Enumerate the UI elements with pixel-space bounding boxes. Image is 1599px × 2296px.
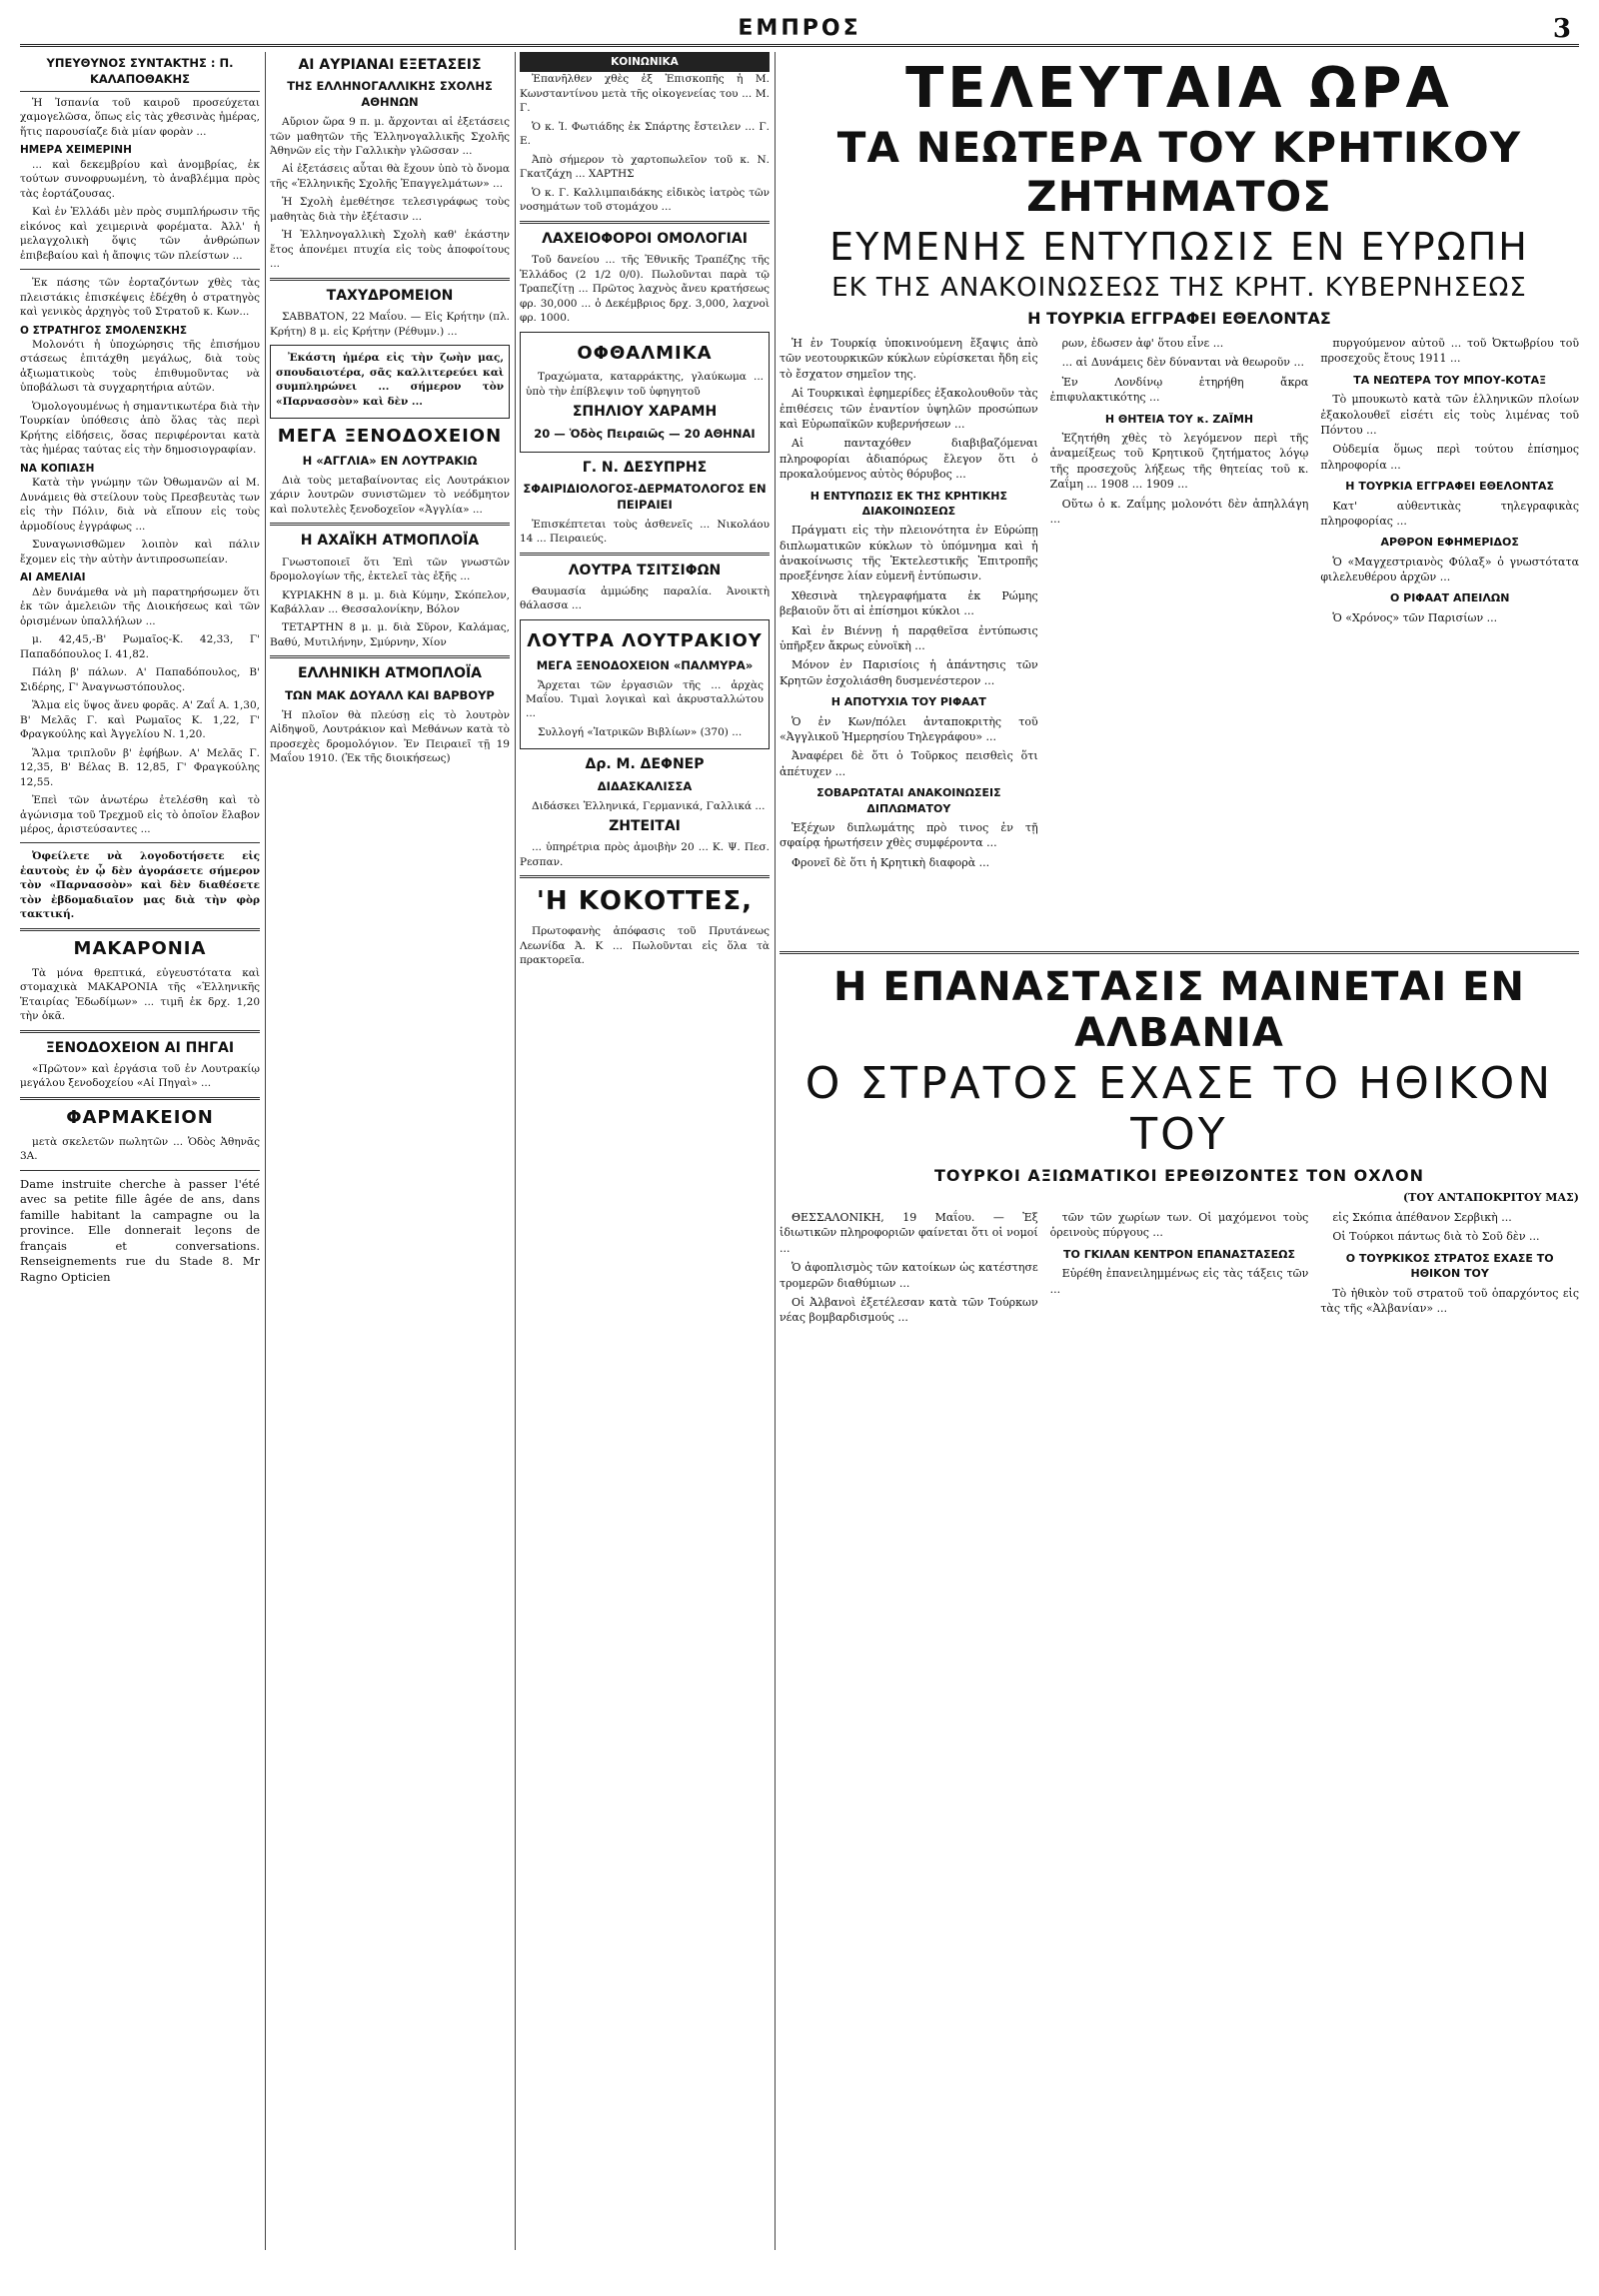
main-banner: ΤΕΛΕΥΤΑΙΑ ΩΡΑ <box>905 56 1453 121</box>
ad-title: Δρ. Μ. ΔΕΦΝΕΡ <box>585 756 705 773</box>
albania-subheadline: Ο ΣΤΡΑΤΟΣ ΕΧΑΣΕ ΤΟ ΗΘΙΚΟΝ ΤΟΥ <box>804 1058 1554 1160</box>
paragraph: Ἐκ πάσης τῶν ἐορταζόντων χθὲς τὰς πλειστάκις ἐπισκέψεις ἐδέχθη ὁ στρατηγὸς καὶ γενικὸς ἀρχηγὸς τοῦ Στρατοῦ κ. Κων... <box>20 277 260 319</box>
paragraph: Μολονότι ἡ ὑποχώρησις τῆς ἐπισήμου στάσεως ἐπιτάχθη μεγάλως, διὰ τοὺς ἀξιωματικοὺς τοὺς ἐπιθυμοῦντας νὰ ὑποβάλωσι τὰ συγχαρητήρια αὐτῶν. <box>20 338 260 395</box>
ad-subtitle: ΣΠΗΛΙΟΥ ΧΑΡΑΜΗ <box>572 404 718 421</box>
article-subheading: Η ΑΠΟΤΥΧΙΑ ΤΟΥ ΡΙΦΑΑΤ <box>830 695 986 709</box>
paragraph: ... ὑπηρέτρια πρὸς ἀμοιβὴν 20 ... Κ. Ψ. Πεσ. Ρεσπαν. <box>520 841 770 868</box>
french-classified: Dame instruite cherche à passer l'été avec sa petite fille âgée de ans, dans famille habitant la campagne ou la province. Elle donnerait leçons de français et conversations. Renseignements rue du Stade 8. Mr Ragno Opticien <box>20 1176 260 1284</box>
article-columns <box>780 336 1579 945</box>
paragraph: Ἀναφέρει δὲ ὅτι ὁ Τοῦρκος πεισθεὶς ὅτι ἀπέτυχεν ... <box>780 749 1038 778</box>
paragraph: Τραχώματα, καταρράκτης, γλαύκωμα ... ὑπὸ τὴν ἐπίβλεψιν τοῦ ὑφηγητοῦ <box>526 371 764 398</box>
paragraph: Πρωτοφανὴς ἀπόφασις τοῦ Πρυτάνεως Λεωνίδα Ἀ. Κ ... Πωλοῦνται εἰς ὅλα τὰ πρακτορεῖα. <box>520 925 770 967</box>
newspaper-page <box>20 14 1579 2262</box>
albania-headline: Η ΕΠΑΝΑΣΤΑΣΙΣ ΜΑΙΝΕΤΑΙ ΕΝ ΑΛΒΑΝΙΑ <box>833 964 1525 1056</box>
paragraph: Ὀφείλετε νὰ λογοδοτήσετε εἰς ἑαυτοὺς ἐν ᾧ δὲν ἀγοράσετε σήμερον τὸν «Παρνασσὸν» καὶ δὲν διαθέσετε τὸν ἐβδομαδιαῖον μας διὰ τὴν φὸρ τακτική. <box>20 850 260 921</box>
paragraph: Ἐζητήθη χθὲς τὸ λεγόμενον περὶ τῆς ἀναμείξεως τοῦ Κρητικοῦ ζητήματος λόγῳ τῆς προσεχοῦς λήξεως τῆς θητείας τοῦ κ. Ζαΐμη ... 1908 ... 1909 ... <box>1049 431 1309 492</box>
paragraph: Ἡ πλοῖον θὰ πλεύσῃ εἰς τὸ λουτρὸν Αἰδηψοῦ, Λουτράκιον καὶ Μεθάνων κατὰ τὸ προσεχὲς δρομολόγιον. Ἐν Πειραιεῖ τῇ 19 Μαΐου 1910. (Ἐκ τῆς διοικήσεως) <box>270 708 510 765</box>
paragraph: ρων, ἐδωσεν ἀφ' ὅτου εἶνε ... <box>1061 337 1224 350</box>
paragraph: Ἡ ἐν Τουρκίᾳ ὑποκινούμενη ἔξαψις ἀπὸ τῶν νεοτουρκικῶν κύκλων εὑρίσκεται ἤδη εἰς τὸ ἔσχατον σημεῖον της. <box>780 337 1038 381</box>
paragraph: ... αἱ Δυνάμεις δὲν δύνανται νὰ θεωροῦν ... <box>1061 356 1304 370</box>
section-heading: ΚΟΙΝΩΝΙΚΑ <box>520 52 770 72</box>
ad-subtitle: ΜΕΓΑ ΞΕΝΟΔΟΧΕΙΟΝ «ΠΑΛΜΥΡΑ» <box>536 657 754 672</box>
ad-title: ΟΦΘΑΛΜΙΚΑ <box>577 342 713 364</box>
paragraph: Ἐπεὶ τῶν ἀνωτέρω ἐτελέσθη καὶ τὸ ἀγώνισμα τοῦ Τρεχμοῦ εἰς τὸ ὁποῖον ἔλαβον μέρος, ἀριστεύσαντες ... <box>20 794 260 835</box>
paragraph: Ἐπανῆλθεν χθὲς ἐξ Ἐπισκοπῆς ἡ Μ. Κωνσταντίνου μετὰ τῆς οἰκογενείας του ... Μ. Γ. <box>520 73 770 115</box>
paragraph: Ὁ κ. Ἰ. Φωτιάδης ἐκ Σπάρτης ἔστειλεν ... Γ. Ε. <box>520 120 770 148</box>
masthead <box>20 14 1579 47</box>
paragraph: Διὰ τοὺς μεταβαίνοντας εἰς Λουτράκιον χάριν λουτρῶν συνιστῶμεν τὸ νεόδμητον καὶ πολυτελὲς ξενοδοχεῖον «Ἀγγλία» ... <box>270 474 510 516</box>
article-columns <box>780 1210 1579 2009</box>
article-subheading: ΣΟΒΑΡΩΤΑΤΑΙ ΑΝΑΚΟΙΝΩΣΕΙΣ ΔΙΠΛΩΜΑΤΟΥ <box>816 786 1001 815</box>
paragraph: μ. 42,45,-Β' Ρωμαῖος-Κ. 42,33, Γ' Παπαδόπουλος Ι. 41,82. <box>20 633 260 660</box>
paragraph: Δὲν δυνάμεθα νὰ μὴ παρατηρήσωμεν ὅτι ἐκ τῶν ἀμελειῶν τῆς Διοικήσεως καὶ τῶν ὀρισμένων ὑπαλλήλων ... <box>20 585 260 627</box>
article-column <box>1050 1210 1309 2009</box>
article-column <box>1320 1210 1579 2009</box>
column-3 <box>520 52 770 2250</box>
paragraph: Ἐν Λονδίνῳ ἐτηρήθη ἄκρα ἐπιφυλακτικότης ... <box>1049 375 1309 405</box>
divider <box>780 951 1579 954</box>
paragraph: Ὁ «Χρόνος» τῶν Παρισίων ... <box>1332 610 1498 624</box>
paragraph: τῶν τῶν χωρίων των. Οἱ μαχόμενοι τοὺς ὁρεινοὺς πύργους ... <box>1049 1211 1309 1240</box>
paragraph: ΘΕΣΣΑΛΟΝΙΚΗ, 19 Μαΐου. — Ἐξ ἰδιωτικῶν πληροφοριῶν φαίνεται ὅτι οἱ νομοί ... <box>780 1211 1038 1255</box>
ad-title: ΛΑΧΕΙΟΦΟΡΟΙ ΟΜΟΛΟΓΙΑΙ <box>542 230 748 247</box>
ad-text: μετὰ σκελετῶν πωλητῶν ... Ὁδὸς Ἀθηνᾶς 3Α. <box>20 1135 260 1163</box>
ad-title: ΜΑΚΑΡΟΝΙΑ <box>73 937 207 959</box>
paragraph: Ὁ ἐν Κων/πόλει ἀνταποκριτὴς τοῦ «Ἀγγλικοῦ Ἡμερησίου Τηλεγράφου» ... <box>780 714 1038 743</box>
paragraph: Συλλογή «Ἰατρικῶν Βιβλίων» (370) ... <box>538 725 743 738</box>
column-rule <box>265 52 266 2250</box>
paragraph: εἰς Σκόπια ἀπέθανον Σερβικὴ ... <box>1332 1211 1512 1224</box>
article-subheading: Η ΘΗΤΕΙΑ ΤΟΥ κ. ΖΑΪΜΗ <box>1104 412 1254 426</box>
paragraph: Ὁ κ. Γ. Καλλιμπαιδάκης εἰδικὸς ἰατρὸς τῶν νοσημάτων τοῦ στομάχου ... <box>520 186 770 214</box>
ad-title: Η ΑΧΑΪΚΗ ΑΤΜΟΠΛΟΪΑ <box>300 533 480 550</box>
paragraph: Οἱ Τούρκοι πάντως διὰ τὸ Σοῦ δὲν ... <box>1332 1230 1540 1244</box>
paragraph: ΚΥΡΙΑΚΗΝ 8 μ. μ. διὰ Κύμην, Σκόπελον, Καβάλλαν ... Θεσσαλονίκην, Βόλον <box>270 588 510 615</box>
paragraph: Κατ' αὐθεντικὰς τηλεγραφικὰς πληροφορίας ... <box>1320 499 1580 528</box>
paragraph: Κατὰ τὴν γνώμην τῶν Ὀθωμανῶν αἱ Μ. Δυνάμεις θὰ στείλουν τοὺς Πρεσβευτὰς των εἰς τὴν Πόλιν, διὰ νὰ εἴπουν εἰς τοὺς ἁρμοδίους ἐγγράφως ... <box>20 477 260 533</box>
divider <box>20 269 260 270</box>
paragraph: Εὐρέθη ἐπανειλημμένως εἰς τὰς τάξεις τῶν ... <box>1049 1267 1309 1296</box>
ad-title: ΕΛΛΗΝΙΚΗ ΑΤΜΟΠΛΟΪΑ <box>297 665 483 682</box>
promo-box <box>270 345 510 419</box>
column-rule <box>515 52 516 2250</box>
article-heading: ΑΙ ΑΥΡΙΑΝΑΙ ΕΞΕΤΑΣΕΙΣ <box>298 57 482 73</box>
paragraph: ... καὶ δεκεμβρίου καὶ ἀνομβρίας, ἐκ τούτων συνοφρυωμένη, τὸ ἀναβλέμμα πρὸς τὰς ἐορτάζουσας. <box>20 158 260 200</box>
ad-subtitle: ΔΙΔΑΣΚΑΛΙΣΣΑ <box>597 778 693 793</box>
ad-title: ΖΗΤΕΙΤΑΙ <box>609 818 681 835</box>
ad-subtitle: Η «ΑΓΓΛΙΑ» ΕΝ ΛΟΥΤΡΑΚΙΩ <box>302 453 478 468</box>
paragraph: Οἱ Ἀλβανοὶ ἐξετέλεσαν κατὰ τῶν Τούρκων νέας βομβαρδισμούς ... <box>780 1295 1038 1325</box>
article-column <box>1050 336 1309 945</box>
divider <box>20 1030 260 1033</box>
divider <box>520 553 770 556</box>
article-heading: ΤΑΧΥΔΡΟΜΕΙΟΝ <box>326 287 454 304</box>
ad-title: ΛΟΥΤΡΑ ΛΟΥΤΡΑΚΙΟΥ <box>527 629 763 651</box>
article-subheading: Η ΤΟΥΡΚΙΑ ΕΓΓΡΑΦΕΙ ΕΘΕΛΟΝΤΑΣ <box>1345 480 1555 494</box>
ad-address: 20 — Ὁδὸς Πειραιῶς — 20 ΑΘΗΝΑΙ <box>534 426 756 441</box>
paragraph: Ἡ Ἑλληνογαλλικὴ Σχολὴ καθ' ἑκάστην ἔτος ἀπονέμει πτυχία εἰς τοὺς ἀποφοίτους ... <box>270 229 510 271</box>
paragraph: Διδάσκει Ἑλληνικά, Γερμανικά, Γαλλικά ... <box>532 799 766 812</box>
ad-subtitle: ΤΩΝ ΜΑΚ ΔΟΥΑΛΛ ΚΑΙ ΒΑΡΒΟΥΡ <box>285 687 495 702</box>
paragraph: Αὔριον ὥρα 9 π. μ. ἄρχονται αἱ ἐξετάσεις τῶν μαθητῶν τῆς Ἑλληνογαλλικῆς Σχολῆς Ἀθηνῶν εἰς τὴν Γαλλικὴν γλῶσσαν ... <box>270 116 510 157</box>
newspaper-title: ΕΜΠΡΟΣ <box>738 16 861 41</box>
divider <box>270 655 510 658</box>
ad-title: ΛΟΥΤΡΑ ΤΣΙΤΣΙΦΩΝ <box>568 562 722 578</box>
albania-subheadline: ΤΟΥΡΚΟΙ ΑΞΙΩΜΑΤΙΚΟΙ ΕΡΕΘΙΖΟΝΤΕΣ ΤΟΝ ΟΧΛΟΝ <box>934 1166 1424 1185</box>
paragraph: Οὕτω ὁ κ. Ζαΐμης μολονότι δὲν ἀπηλλάγη ... <box>1049 497 1309 526</box>
paragraph: Τοῦ δανείου ... τῆς Ἐθνικῆς Τραπέζης τῆς Ἑλλάδος (2 1/2 0/0). Πωλοῦνται παρὰ τῷ Τραπεζίτῃ ... Πρῶτος λαχνὸς ἄνευ κρατήσεως φρ. 30,000 ... ὁ Δεκέμβριος δρχ. 3,000, λαχνοὶ φρ. 1000. <box>520 254 770 325</box>
paragraph: Πάλη β' πάλων. Α' Παπαδόπουλος, Β' Σιδέρης, Γ' Ἀναγνωστόπουλος. <box>20 666 260 693</box>
article-column <box>1320 336 1579 945</box>
paragraph: ΤΕΤΑΡΤΗΝ 8 μ. μ. διὰ Σῦρον, Καλάμας, Βαθύ, Μυτιλήνην, Σμύρνην, Χίον <box>270 621 510 648</box>
paragraph: Φρονεῖ δὲ ὅτι ἡ Κρητικὴ διαφορὰ ... <box>792 855 990 869</box>
column-2 <box>270 52 510 2250</box>
paragraph: Ἐκάστη ἡμέρα εἰς τὴν ζωὴν μας, σπουδαιοτέρα, σᾶς καλλιτερεύει καὶ συμπληρώνει ... σήμερον τὸν «Παρνασσὸν» καὶ δὲν ... <box>276 352 504 408</box>
paragraph: Χθεσινὰ τηλεγραφήματα ἐκ Ρώμης βεβαιοῦν ὅτι αἱ ἐπίσημοι κύκλοι ... <box>780 588 1038 618</box>
divider <box>20 1170 260 1171</box>
article-column <box>780 1210 1038 2009</box>
paragraph: Ἀπὸ σήμερον τὸ χαρτοπωλεῖον τοῦ κ. Ν. Γκατζάχη ... ΧΑΡΤΗΣ <box>520 153 770 181</box>
paragraph: Ἐπισκέπτεται τοὺς ἀσθενεῖς ... Νικολάου 14 ... Πειραιεύς. <box>520 518 770 546</box>
sub-headline: Η ΤΟΥΡΚΙΑ ΕΓΓΡΑΦΕΙ ΕΘΕΛΟΝΤΑΣ <box>1027 309 1331 328</box>
paragraph: Ἅλμα εἰς ὕψος ἄνευ φορᾶς. Α' Ζαΐ Α. 1,30, Β' Μελᾶς Γ. καὶ Ρωμαῖος Κ. 1,22, Γ' Φραγκούλης καὶ Ἀγγελίου Ν. 1,20. <box>20 699 260 741</box>
paragraph: Καὶ ἐν Βιέννῃ ἡ παρᾳθεῖσα ἐντύπωσις ὑπῆρξεν ἄκρως εὐνοϊκὴ ... <box>780 623 1038 653</box>
ad-title: Γ. Ν. ΔΕΣΥΠΡΗΣ <box>582 459 708 476</box>
paragraph: ΣΑΒΒΑΤΟΝ, 22 Μαΐου. — Εἰς Κρήτην (πλ. Κρήτη) 8 μ. εἰς Κρήτην (Ρέθυμν.) ... <box>270 311 510 338</box>
ad-text: «Πρῶτον» καὶ ἐργάσια τοῦ ἐν Λουτρακίῳ μεγάλου ξενοδοχείου «Αἱ Πηγαὶ» ... <box>20 1062 260 1090</box>
paragraph: Αἱ ἐξετάσεις αὗται θὰ ἔχουν ὑπὸ τὸ ὄνομα τῆς «Ἑλληνικῆς Σχολῆς Ἐπαγγελμάτων» ... <box>270 163 510 190</box>
paragraph: Ὁμολογουμένως ἡ σημαντικωτέρα διὰ τὴν Τουρκίαν ὑπόθεσις ἀπὸ ὅλας τὰς περὶ Κρήτης εἰδήσεις, ὅσας περιφέρονται κατὰ τὰς ἡμέρας ταύτας εἰς τὴν δημοσιογραφίαν. <box>20 400 260 457</box>
paragraph: Οὐδεμία ὅμως περὶ τούτου ἐπίσημος πληροφορία ... <box>1320 443 1580 472</box>
sub-headline: ΕΥΜΕΝΗΣ ΕΝΤΥΠΩΣΙΣ ΕΝ ΕΥΡΩΠΗ <box>829 225 1529 269</box>
divider <box>20 842 260 843</box>
paragraph: Ὁ «Μαγχεστριανὸς Φύλαξ» ὁ γνωστότατα φιλελευθέρου ἀρχῶν ... <box>1320 555 1580 584</box>
article-column <box>780 336 1038 945</box>
article-subheading: Η ΕΝΤΥΠΩΣΙΣ ΕΚ ΤΗΣ ΚΡΗΤΙΚΗΣ ΔΙΑΚΟΙΝΩΣΕΩΣ <box>809 489 1007 518</box>
column-rule <box>775 52 776 2250</box>
paragraph: Ἐξέχων διπλωμάτης πρὸ τινος ἐν τῇ σφαίρᾳ ἠρωτήσειν χθὲς συμφέροντα ... <box>780 820 1038 850</box>
paragraph: Αἱ Τουρκικαὶ ἐφημερίδες ἐξακολουθοῦν τὰς ἐπιθέσεις τῶν ἐναντίον ὑψηλῶν προσώπων καὶ Εὐρωπαϊκῶν κυβερνήσεων ... <box>780 387 1038 431</box>
paragraph: Ἄρχεται τῶν ἐργασιῶν τῆς ... ἀρχὰς Μαΐου. Τιμαὶ λογικαὶ καὶ ἀκρυσταλλώτου ... <box>526 678 764 720</box>
paragraph: Τὸ μπουκωτὸ κατὰ τῶν ἑλληνικῶν πλοίων ἐξακολουθεῖ εἰσέτι εἰς τοὺς λιμένας τοῦ Πόντου ... <box>1320 393 1580 437</box>
paragraph: Μόνον ἐν Παρισίοις ἡ ἀπάντησις τῶν Κρητῶν ἐσχολιάσθη δυσμενέστερον ... <box>780 658 1038 687</box>
paragraph: Καὶ ἐν Ἑλλάδι μὲν πρὸς συμπλήρωσιν τῆς εἰκόνος καὶ χειμερινὰ φορέματα. Ἀλλ' ἡ μελαγχολικὴ ὅψις τῶν ἀνθρώπων ἐπιβεβαίου καὶ ἡ ἄποψις τῶν πλείστων ... <box>20 206 260 262</box>
article-subheading: Ο ΡΙΦΑΑΤ ΑΠΕΙΛΩΝ <box>1389 591 1510 605</box>
byline: ΥΠΕΥΘΥΝΟΣ ΣΥΝΤΑΚΤΗΣ : Π. ΚΑΛΑΠΟΘΑΚΗΣ <box>20 56 260 92</box>
paragraph: Θαυμασία ἀμμώδης παραλία. Ἀνοικτὴ θάλασσα ... <box>520 584 770 612</box>
article-subheading: ΤΟ ΓΚΙΛΑΝ ΚΕΝΤΡΟΝ ΕΠΑΝΑΣΤΑΣΕΩΣ <box>1063 1247 1295 1261</box>
article-subheading: Ο ΤΟΥΡΚΙΚΟΣ ΣΤΡΑΤΟΣ ΕΧΑΣΕ ΤΟ ΗΘΙΚΟΝ ΤΟΥ <box>1345 1251 1554 1281</box>
section-tag: ΗΜΕΡΑ ΧΕΙΜΕΡΙΝΗ <box>20 144 132 157</box>
latest-news-section <box>780 52 1579 2250</box>
divider <box>270 278 510 281</box>
ad-box <box>520 332 770 453</box>
sub-headline: ΕΚ ΤΗΣ ΑΝΑΚΟΙΝΩΣΕΩΣ ΤΗΣ ΚΡΗΤ. ΚΥΒΕΡΝΗΣΕΩΣ <box>831 273 1527 303</box>
ad-subtitle: ΣΦΑΙΡΙΔΙΟΛΟΓΟΣ-ΔΕΡΜΑΤΟΛΟΓΟΣ ΕΝ ΠΕΙΡΑΙΕΙ <box>523 481 767 512</box>
section-tag: ΝΑ ΚΟΠΙΑΣΗ <box>20 462 95 475</box>
paragraph: Τὸ ἠθικὸν τοῦ στρατοῦ τοῦ ὁπαρχόντος εἰς τὰς τῆς «Ἀλβανίαν» ... <box>1320 1286 1580 1315</box>
paragraph: Πράγματι εἰς τὴν πλειονότητα ἐν Εὐρώπῃ διπλωματικῶν κύκλων τὸ ὑπόμνημα καὶ ἡ ἀνακοίνωσις τῆς Ἐκτελεστικῆς Ἐπιτροπῆς προεξένησε λίαν εὐμενῆ ἐντύπωσιν. <box>780 524 1038 583</box>
article-subheading: ΤΑ ΝΕΩΤΕΡΑ ΤΟΥ ΜΠΟΥ-ΚΟΤΑΞ <box>1353 373 1547 387</box>
paragraph: Γνωστοποιεῖ ὅτι Ἐπὶ τῶν γνωστῶν δρομολογίων τῆς, ἐκτελεῖ τὰς ἑξῆς ... <box>270 556 510 583</box>
ad-title: ΦΑΡΜΑΚΕΙΟΝ <box>66 1106 214 1128</box>
ad-title: ΞΕΝΟΔΟΧΕΙΟΝ ΑΙ ΠΗΓΑΙ <box>45 1039 235 1056</box>
paragraph: Αἱ πανταχόθεν διαβιβαζόμεναι πληροφορίαι ἀδιαπόρως ἔλεγον ὅτι ὁ προκαλούμενος αὐτὸς θόρυβος ... <box>780 437 1038 482</box>
section-tag: ΑΙ ΑΜΕΛΙΑΙ <box>20 572 86 584</box>
divider <box>20 1097 260 1100</box>
section-tag: Ο ΣΤΡΑΤΗΓΟΣ ΣΜΟΛΕΝΣΚΗΣ <box>20 324 188 337</box>
article-subheading: ΑΡΘΡΟΝ ΕΦΗΜΕΡΙΔΟΣ <box>1380 536 1519 550</box>
ad-title: ΜΕΓΑ ΞΕΝΟΔΟΧΕΙΟΝ <box>277 426 503 448</box>
paragraph: Ἅλμα τριπλοῦν β' ἐφήβων. Α' Μελᾶς Γ. 12,35, Β' Βέλας Β. 12,85, Γ' Φραγκούλης 12,55. <box>20 746 260 788</box>
paragraph: Ὁ ἀφοπλισμὸς τῶν κατοίκων ὡς κατέστησε τρομερῶν διαθύμιων ... <box>780 1261 1038 1290</box>
paragraph: Συναγωνισθῶμεν λοιπὸν καὶ πάλιν ἔχομεν εἰς τὴν αὐτὴν ἀντιπροσωπείαν. <box>20 539 260 566</box>
paragraph: Ἡ Σχολὴ ἐμεθέτησε τελεσιγράφως τοὺς μαθητὰς διὰ τὴν ἐξέτασιν ... <box>270 196 510 223</box>
divider <box>520 221 770 224</box>
page-number: 3 <box>1552 14 1571 44</box>
column-1 <box>20 52 260 2250</box>
correspondent-attribution: (ΤΟΥ ΑΝΤΑΠΟΚΡΙΤΟΥ ΜΑΣ) <box>1402 1191 1579 1204</box>
divider <box>20 928 260 931</box>
ad-box <box>520 619 770 750</box>
main-headline: ΤΑ ΝΕΩΤΕΡΑ ΤΟΥ ΚΡΗΤΙΚΟΥ ΖΗΤΗΜΑΤΟΣ <box>836 123 1522 221</box>
paragraph: Ἡ Ἰσπανία τοῦ καιροῦ προσεύχεται χαμογελῶσα, ὅπως εἰς τὰς χθεσινὰς ἡμέρας, ἥτις παρουσίαζε διὰ μίαν φορὰν ... <box>20 96 260 138</box>
ad-text: Τὰ μόνα θρεπτικά, εὐγευστότατα καὶ στομαχικὰ ΜΑΚΑΡΟΝΙΑ τῆς «Ἑλληνικῆς Ἑταιρίας Ἐδωδίμων» ... τιμῆ ἐκ δρχ. 1,20 τὴν ὀκᾶ. <box>20 966 260 1023</box>
article-subheading: ΤΗΣ ΕΛΛΗΝΟΓΑΛΛΙΚΗΣ ΣΧΟΛΗΣ ΑΘΗΝΩΝ <box>287 79 493 110</box>
ad-title: 'Η ΚΟΚΟΤΤΕΣ, <box>536 886 754 917</box>
paragraph: πυργούμενον αὐτοῦ ... τοῦ Ὀκτωβρίου τοῦ προσεχοῦς ἔτους 1911 ... <box>1320 337 1580 366</box>
divider <box>520 875 770 878</box>
divider <box>270 523 510 526</box>
